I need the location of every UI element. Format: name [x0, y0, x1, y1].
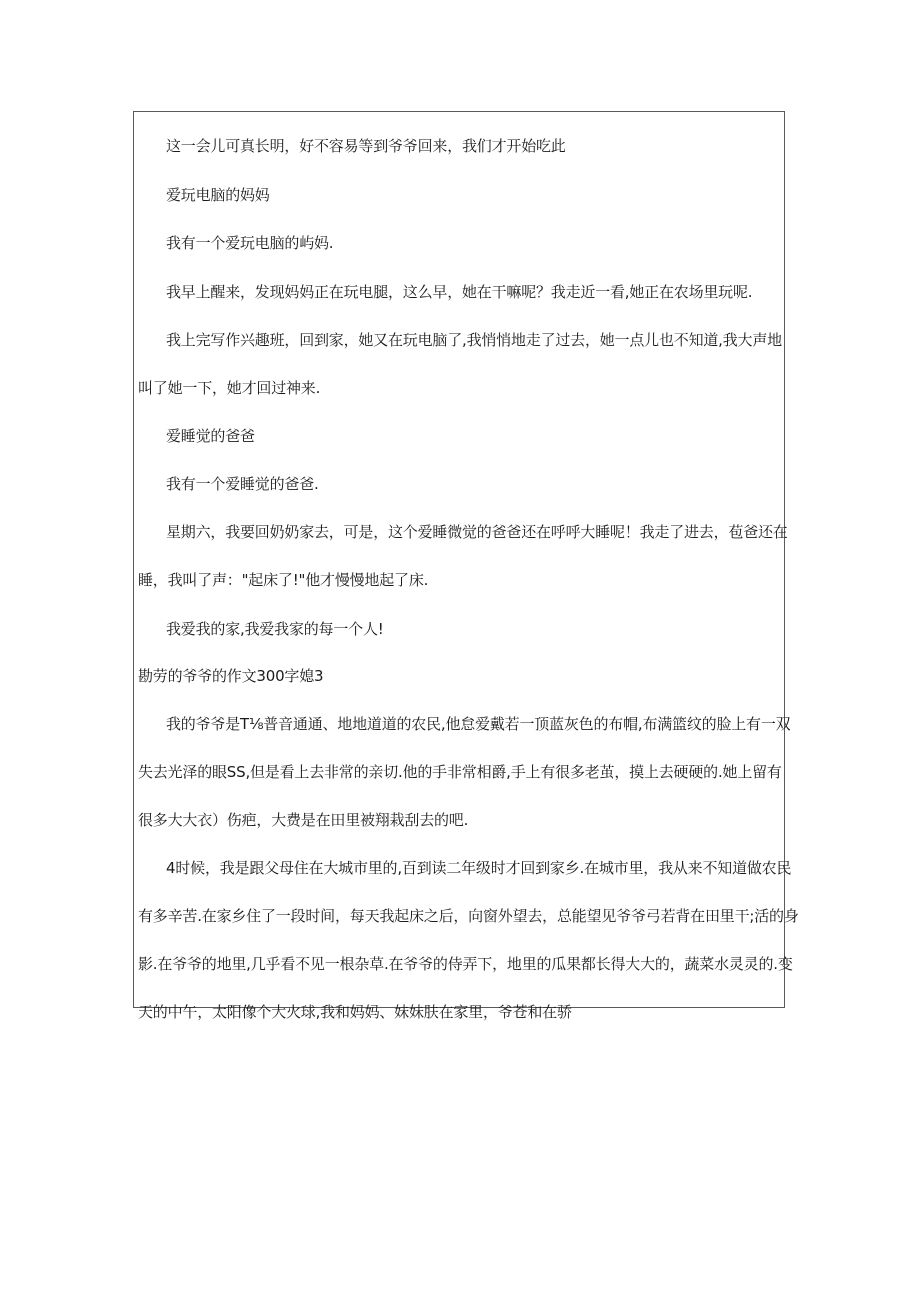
section-heading-dad: 爱睡觉的爸爸: [166, 427, 255, 445]
paragraph-line: 我爱我的家,我爱我家的每一个人!: [166, 620, 384, 638]
paragraph-line: 星期六，我要回奶奶家去，可是，这个爱睡微觉的爸爸还在呼呼大睡呢！我走了进去，苞爸还在: [166, 523, 788, 541]
paragraph-line: 天的中午，太阳像个大火球,我和妈妈、妹妹肤在家里，爷苍和在骄: [138, 1003, 572, 1021]
paragraph-line: 我有一个爱睡觉的爸爸.: [166, 475, 319, 493]
paragraph-line: 叫了她一下，她才回过神来.: [138, 379, 321, 397]
paragraph-line: 影.在爷爷的地里,几乎看不见一根杂草.在爷爷的侍弄下，地里的瓜果都长得大大的，蔬菜水灵灵的.变: [138, 955, 793, 973]
section-heading-mom: 爱玩电脑的妈妈: [166, 186, 270, 204]
document-page: [133, 111, 799, 1021]
paragraph-line: 我早上醒来，发现妈妈正在玩电腿，这么早，她在干嘛呢？我走近一看,她正在农场里玩呢.: [166, 283, 753, 301]
paragraph-line: 我上完写作兴趣班，回到家，她又在玩电脑了,我悄悄地走了过去，她一点儿也不知道,我大声地: [166, 331, 782, 349]
paragraph-line: 有多辛苦.在家乡住了一段时间，每天我起床之后，向窗外望去，总能望见爷爷弓若背在田里干;活的身: [138, 907, 799, 925]
paragraph-line: 4时候，我是跟父母住在大城市里的,百到读二年级时才回到家乡.在城市里，我从来不知道做农民: [166, 859, 792, 877]
paragraph-line: 我的爷爷是T⅛普音通通、地地道道的农民,他怠爱戴若一顶蓝灰色的布帽,布满篮纹的脸上有一双: [166, 715, 791, 733]
paragraph-line: 失去光泽的眼SS,但是看上去非常的亲切.他的手非常相爵,手上有很多老茧，摸上去硬硬的.她上留有: [138, 763, 782, 781]
paragraph-line: 我有一个爱玩电脑的屿妈.: [166, 234, 334, 252]
paragraph-line: 这一会儿可真长明，好不容易等到爷爷回来，我们才开始吃此: [166, 137, 566, 155]
paragraph-line: 很多大大衣）伤疤，大费是在田里被翔栽刮去的吧.: [138, 811, 469, 829]
paragraph-line: 睡，我叫了声："起床了!"他才慢慢地起了床.: [138, 571, 429, 589]
essay-title: 勘劳的爷爷的作文300字媳3: [138, 667, 324, 685]
